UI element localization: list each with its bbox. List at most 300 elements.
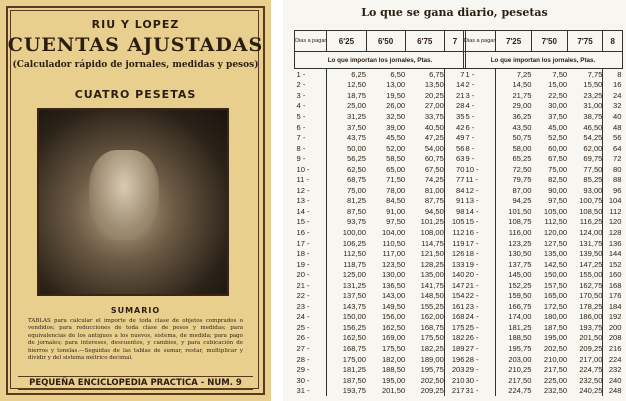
amount-cell: 117,00 [382, 249, 406, 259]
day-cell: 9 - [464, 153, 496, 164]
amount-cell: 100,75 [579, 196, 603, 206]
table-row [464, 312, 623, 323]
day-cell: 8 - [295, 143, 327, 154]
amount-cell: 182 [444, 333, 465, 344]
importan-label: Lo que importan los jornales, Ptas. [295, 52, 466, 69]
amount-cell: 31,00 [583, 101, 603, 111]
amount-cell: 106,25 [342, 238, 366, 248]
cover-title: CUENTAS AJUSTADAS [7, 34, 264, 56]
amount-cell: 114,75 [421, 238, 444, 248]
amount-cell: 112,50 [544, 217, 568, 227]
amount-cell: 203 [444, 364, 465, 375]
day-cell: 23 - [295, 301, 327, 312]
amount-cell: 176 [603, 290, 623, 301]
amount-cell: 166,75 [508, 301, 532, 311]
amount-cell: 24 [603, 90, 623, 101]
amount-cell: 187,50 [543, 322, 568, 332]
amount-cell: 47,25 [424, 133, 444, 143]
amount-cell: 87,75 [424, 196, 444, 206]
amount-cell: 156,25 [342, 322, 366, 332]
amount-cell: 124,00 [579, 227, 603, 237]
amount-cell: 84 [444, 185, 465, 196]
amount-cell: 181,25 [342, 365, 366, 375]
amount-cell: 123,25 [508, 238, 532, 248]
amount-cell: 28 [444, 101, 465, 112]
amount-cell: 172,50 [543, 301, 568, 311]
amount-cell: 240 [603, 375, 623, 386]
table-row [295, 143, 466, 154]
table-row [464, 185, 623, 196]
amount-cell: 16 [603, 80, 623, 91]
table-row [464, 206, 623, 217]
amount-cell: 217,50 [508, 375, 532, 385]
amount-cell: 40,50 [424, 122, 444, 132]
amount-cell: 87,00 [512, 185, 532, 195]
amount-cell: 7,50 [552, 69, 568, 79]
day-cell: 12 - [464, 185, 496, 196]
amount-cell: 65,00 [386, 164, 406, 174]
amount-cell: 45,50 [386, 133, 406, 143]
amount-cell: 162,00 [420, 312, 444, 322]
amount-cell: 81,00 [424, 185, 444, 195]
amount-cell: 6,75 [429, 69, 444, 79]
amount-cell: 116,00 [508, 227, 532, 237]
day-cell: 27 - [295, 343, 327, 354]
amount-cell: 121,50 [420, 249, 444, 259]
table-row [295, 174, 466, 185]
day-cell: 18 - [295, 248, 327, 259]
day-cell: 19 - [295, 259, 327, 270]
amount-cell: 149,50 [381, 301, 406, 311]
amount-cell: 188,50 [508, 333, 532, 343]
table-row [464, 217, 623, 228]
amount-cell: 37,50 [346, 122, 366, 132]
day-cell: 26 - [295, 333, 327, 344]
amount-cell: 14,50 [512, 80, 532, 90]
amount-cell: 23,25 [583, 90, 603, 100]
wage-rows-left [295, 69, 466, 396]
table-row [295, 301, 466, 312]
wage-rows-right [464, 69, 623, 396]
cover-subtitle: (Calculador rápido de jornales, medidas y pesos) [12, 60, 259, 70]
amount-cell: 143,00 [381, 291, 406, 301]
amount-cell: 217 [444, 385, 465, 396]
day-cell: 6 - [295, 122, 327, 133]
amount-cell: 186,00 [579, 312, 603, 322]
table-row [295, 132, 466, 143]
amount-cell: 67,50 [424, 164, 444, 174]
amount-cell: 108,75 [508, 217, 532, 227]
table-row [295, 259, 466, 270]
amount-cell: 147 [444, 280, 465, 291]
day-cell: 24 - [464, 312, 496, 323]
amount-cell: 94,25 [512, 196, 532, 206]
wage-table-left [294, 30, 466, 396]
amount-cell: 232,50 [543, 386, 568, 396]
table-row [295, 248, 466, 259]
day-cell: 4 - [464, 101, 496, 112]
amount-cell: 200 [603, 322, 623, 333]
table-row [464, 354, 623, 365]
amount-cell: 201,50 [381, 386, 406, 396]
amount-cell: 175,50 [381, 343, 406, 353]
amount-cell: 192 [603, 312, 623, 323]
amount-cell: 175 [444, 322, 465, 333]
amount-cell: 13,00 [386, 80, 406, 90]
table-row [464, 90, 623, 101]
cover-author: RIU Y LOPEZ [91, 18, 180, 31]
amount-cell: 67,50 [548, 154, 568, 164]
amount-cell: 94,50 [424, 206, 444, 216]
day-cell: 16 - [464, 227, 496, 238]
table-row [464, 259, 623, 270]
day-cell: 1 - [295, 69, 327, 80]
amount-cell: 182,25 [420, 343, 444, 353]
amount-cell: 35 [444, 111, 465, 122]
amount-cell: 203,00 [508, 354, 532, 364]
table-row [295, 164, 466, 175]
day-cell: 21 - [464, 280, 496, 291]
summary-heading: SUMARIO [110, 306, 161, 315]
amount-cell: 142,50 [543, 259, 568, 269]
amount-cell: 90,00 [548, 185, 568, 195]
amount-cell: 168 [444, 312, 465, 323]
amount-cell: 100,00 [342, 227, 366, 237]
day-cell: 13 - [464, 196, 496, 207]
amount-cell: 140 [444, 269, 465, 280]
amount-cell: 65,25 [512, 154, 532, 164]
amount-cell: 20,25 [424, 90, 444, 100]
amount-cell: 128 [603, 227, 623, 238]
day-cell: 18 - [464, 248, 496, 259]
amount-cell: 18,75 [346, 90, 366, 100]
day-cell: 11 - [464, 174, 496, 185]
amount-cell: 93,75 [346, 217, 366, 227]
amount-cell: 195,00 [543, 333, 568, 343]
day-cell: 11 - [295, 174, 327, 185]
amount-cell: 46,50 [583, 122, 603, 132]
day-cell: 3 - [295, 90, 327, 101]
table-row [464, 238, 623, 249]
day-cell: 3 - [464, 90, 496, 101]
day-cell: 15 - [464, 217, 496, 228]
table-row [464, 269, 623, 280]
amount-cell: 56 [444, 143, 465, 154]
amount-cell: 210 [444, 375, 465, 386]
wage-table-page [283, 0, 626, 401]
rate-header: 7'50 [531, 31, 567, 52]
table-row [464, 280, 623, 291]
amount-cell: 131,75 [579, 238, 603, 248]
amount-cell: 15,50 [583, 80, 603, 90]
table-row [295, 122, 466, 133]
table-row [295, 153, 466, 164]
day-cell: 29 - [464, 364, 496, 375]
day-cell: 31 - [295, 385, 327, 396]
amount-cell: 58,00 [512, 143, 532, 153]
amount-cell: 225,00 [543, 375, 568, 385]
day-cell: 31 - [464, 385, 496, 396]
day-cell: 30 - [464, 375, 496, 386]
amount-cell: 131,25 [342, 280, 366, 290]
amount-cell: 162,75 [579, 280, 603, 290]
table-row [295, 343, 466, 354]
table-row [464, 196, 623, 207]
table-row [295, 101, 466, 112]
table-row [464, 122, 623, 133]
table-row [464, 80, 623, 91]
amount-cell: 159,50 [508, 291, 532, 301]
importan-label: Lo que importan los jornales, Ptas. [464, 52, 623, 69]
amount-cell: 6,25 [351, 69, 366, 79]
amount-cell: 162,50 [342, 333, 366, 343]
amount-cell: 193,75 [342, 386, 366, 396]
rate-header: 8 [603, 31, 623, 52]
day-cell: 14 - [295, 206, 327, 217]
amount-cell: 48 [603, 122, 623, 133]
amount-cell: 169,00 [381, 333, 406, 343]
dias-header: Dias a pagar [464, 31, 496, 52]
amount-cell: 32,50 [386, 111, 406, 121]
amount-cell: 119 [444, 238, 465, 249]
day-cell: 7 - [295, 132, 327, 143]
table-row [295, 375, 466, 386]
summary-text: TABLAS para calcular el importe de toda clase de objetos comprados o vendidos; para reducciones de toda clase de pesos y medidas; para equivalencias de los antiguos a los nuevos, sistema, de medida; para pago de jornales; para intereses, descuentos, y cambios, y para cubicación de hierros y tonelas.—Seguidas de las tablas de sumar, restar, multiplicar y dividir y del sistema métrico decimal. [28, 318, 243, 362]
amount-cell: 68,75 [346, 175, 366, 185]
wage-table-right [463, 30, 623, 396]
table-row [464, 227, 623, 238]
amount-cell: 202,50 [543, 343, 568, 353]
amount-cell: 49 [444, 132, 465, 143]
amount-cell: 123,50 [381, 259, 406, 269]
amount-cell: 33,75 [424, 111, 444, 121]
amount-cell: 96 [603, 185, 623, 196]
table-row [464, 301, 623, 312]
amount-cell: 64 [603, 143, 623, 154]
amount-cell: 25,00 [346, 101, 366, 111]
day-cell: 17 - [464, 238, 496, 249]
amount-cell: 91,00 [386, 206, 406, 216]
day-cell: 27 - [464, 343, 496, 354]
amount-cell: 52,00 [386, 143, 406, 153]
amount-cell: 202,50 [420, 375, 444, 385]
amount-cell: 105,00 [543, 206, 568, 216]
amount-cell: 118,75 [343, 259, 366, 269]
amount-cell: 42 [444, 122, 465, 133]
amount-cell: 137,50 [342, 291, 366, 301]
amount-cell: 80 [603, 164, 623, 175]
amount-cell: 112 [603, 206, 623, 217]
amount-cell: 224,75 [508, 386, 532, 396]
amount-cell: 45,00 [548, 122, 568, 132]
day-cell: 28 - [464, 354, 496, 365]
table-row [295, 111, 466, 122]
amount-cell: 152 [603, 259, 623, 270]
day-cell: 17 - [295, 238, 327, 249]
amount-cell: 50,00 [346, 143, 366, 153]
amount-cell: 147,25 [579, 259, 603, 269]
amount-cell: 19,50 [386, 90, 406, 100]
day-cell: 2 - [464, 80, 496, 91]
amount-cell: 157,50 [543, 280, 568, 290]
amount-cell: 77,50 [583, 164, 603, 174]
amount-cell: 135,00 [543, 249, 568, 259]
amount-cell: 14 [444, 80, 465, 91]
day-cell: 30 - [295, 375, 327, 386]
amount-cell: 145,00 [508, 270, 532, 280]
amount-cell: 97,50 [548, 196, 568, 206]
amount-cell: 141,75 [420, 280, 444, 290]
amount-cell: 70 [444, 164, 465, 175]
table-row [295, 69, 466, 80]
table-row [295, 280, 466, 291]
amount-cell: 196 [444, 354, 465, 365]
amount-cell: 81,25 [346, 196, 366, 206]
table-row [295, 385, 466, 396]
amount-cell: 58,50 [386, 154, 406, 164]
amount-cell: 112,50 [343, 249, 366, 259]
amount-cell: 195,00 [381, 375, 406, 385]
amount-cell: 29,00 [512, 101, 532, 111]
table-row [295, 312, 466, 323]
amount-cell: 84,50 [386, 196, 406, 206]
table-row [295, 290, 466, 301]
day-cell: 16 - [295, 227, 327, 238]
amount-cell: 82,50 [548, 175, 568, 185]
table-row [295, 364, 466, 375]
table-row [464, 248, 623, 259]
table-row [295, 227, 466, 238]
table-row [295, 206, 466, 217]
amount-cell: 62,50 [346, 164, 366, 174]
amount-cell: 133 [444, 259, 465, 270]
amount-cell: 216 [603, 343, 623, 354]
amount-cell: 160 [603, 269, 623, 280]
table-row [295, 90, 466, 101]
table-heading: Lo que se gana diario, pesetas [361, 6, 548, 19]
amount-cell: 7 [444, 69, 465, 80]
amount-cell: 78,00 [386, 185, 406, 195]
amount-cell: 36,25 [512, 111, 532, 121]
amount-cell: 188,50 [381, 365, 406, 375]
amount-cell: 21,75 [512, 90, 532, 100]
amount-cell: 162,50 [381, 322, 406, 332]
amount-cell: 43,75 [346, 133, 366, 143]
amount-cell: 108,00 [420, 227, 444, 237]
amount-cell: 105 [444, 217, 465, 228]
day-cell: 29 - [295, 364, 327, 375]
day-cell: 15 - [295, 217, 327, 228]
amount-cell: 56 [603, 132, 623, 143]
amount-cell: 178,25 [579, 301, 603, 311]
amount-cell: 154 [444, 290, 465, 301]
amount-cell: 15,00 [548, 80, 568, 90]
amount-cell: 6,50 [390, 69, 406, 79]
amount-cell: 77 [444, 174, 465, 185]
amount-cell: 195,75 [420, 365, 444, 375]
table-row [464, 385, 623, 396]
amount-cell: 31,25 [346, 111, 366, 121]
amount-cell: 62,00 [583, 143, 603, 153]
day-cell: 13 - [295, 196, 327, 207]
table-row [295, 80, 466, 91]
amount-cell: 127,50 [543, 238, 568, 248]
amount-cell: 143,75 [342, 301, 366, 311]
rate-header: 7'75 [567, 31, 603, 52]
dias-header: Dias a pagar [295, 31, 327, 52]
day-cell: 20 - [464, 269, 496, 280]
day-cell: 25 - [464, 322, 496, 333]
amount-cell: 168,75 [342, 343, 366, 353]
amount-cell: 26,00 [386, 101, 406, 111]
amount-cell: 210,00 [543, 354, 568, 364]
amount-cell: 38,75 [583, 111, 603, 121]
amount-cell: 209,25 [579, 343, 603, 353]
amount-cell: 87,50 [346, 206, 366, 216]
amount-cell: 22,50 [548, 90, 568, 100]
day-cell: 1 - [464, 69, 496, 80]
booklet-cover [0, 0, 271, 401]
amount-cell: 104 [603, 196, 623, 207]
amount-cell: 37,50 [548, 111, 568, 121]
amount-cell: 75,00 [548, 164, 568, 174]
amount-cell: 168 [603, 280, 623, 291]
amount-cell: 128,25 [420, 259, 444, 269]
day-cell: 19 - [464, 259, 496, 270]
day-cell: 8 - [464, 143, 496, 154]
amount-cell: 43,50 [512, 122, 532, 132]
amount-cell: 63 [444, 153, 465, 164]
cover-illustration [37, 108, 229, 296]
rate-header: 6'75 [405, 31, 444, 52]
table-row [464, 69, 623, 80]
cover-price: CUATRO PESETAS [74, 88, 197, 101]
day-cell: 10 - [464, 164, 496, 175]
amount-cell: 75,00 [346, 185, 366, 195]
amount-cell: 93,00 [583, 185, 603, 195]
table-row [295, 333, 466, 344]
table-row [295, 354, 466, 365]
amount-cell: 248 [603, 385, 623, 396]
amount-cell: 104,00 [381, 227, 406, 237]
day-cell: 20 - [295, 269, 327, 280]
day-cell: 12 - [295, 185, 327, 196]
amount-cell: 71,50 [386, 175, 406, 185]
amount-cell: 209,25 [420, 386, 444, 396]
amount-cell: 232 [603, 364, 623, 375]
amount-cell: 165,00 [543, 291, 568, 301]
amount-cell: 155,25 [420, 301, 444, 311]
amount-cell: 56,25 [346, 154, 366, 164]
amount-cell: 69,75 [583, 154, 603, 164]
rate-header: 7 [444, 31, 465, 52]
amount-cell: 139,50 [579, 249, 603, 259]
rate-header: 6'25 [327, 31, 366, 52]
amount-cell: 189 [444, 343, 465, 354]
amount-cell: 156,00 [381, 312, 406, 322]
table-row [464, 290, 623, 301]
amount-cell: 101,25 [420, 217, 444, 227]
amount-cell: 21 [444, 90, 465, 101]
amount-cell: 32 [603, 101, 623, 112]
day-cell: 25 - [295, 322, 327, 333]
amount-cell: 60,00 [548, 143, 568, 153]
day-cell: 2 - [295, 80, 327, 91]
amount-cell: 112 [444, 227, 465, 238]
amount-cell: 101,50 [508, 206, 532, 216]
amount-cell: 12,50 [346, 80, 366, 90]
amount-cell: 195,75 [508, 343, 532, 353]
